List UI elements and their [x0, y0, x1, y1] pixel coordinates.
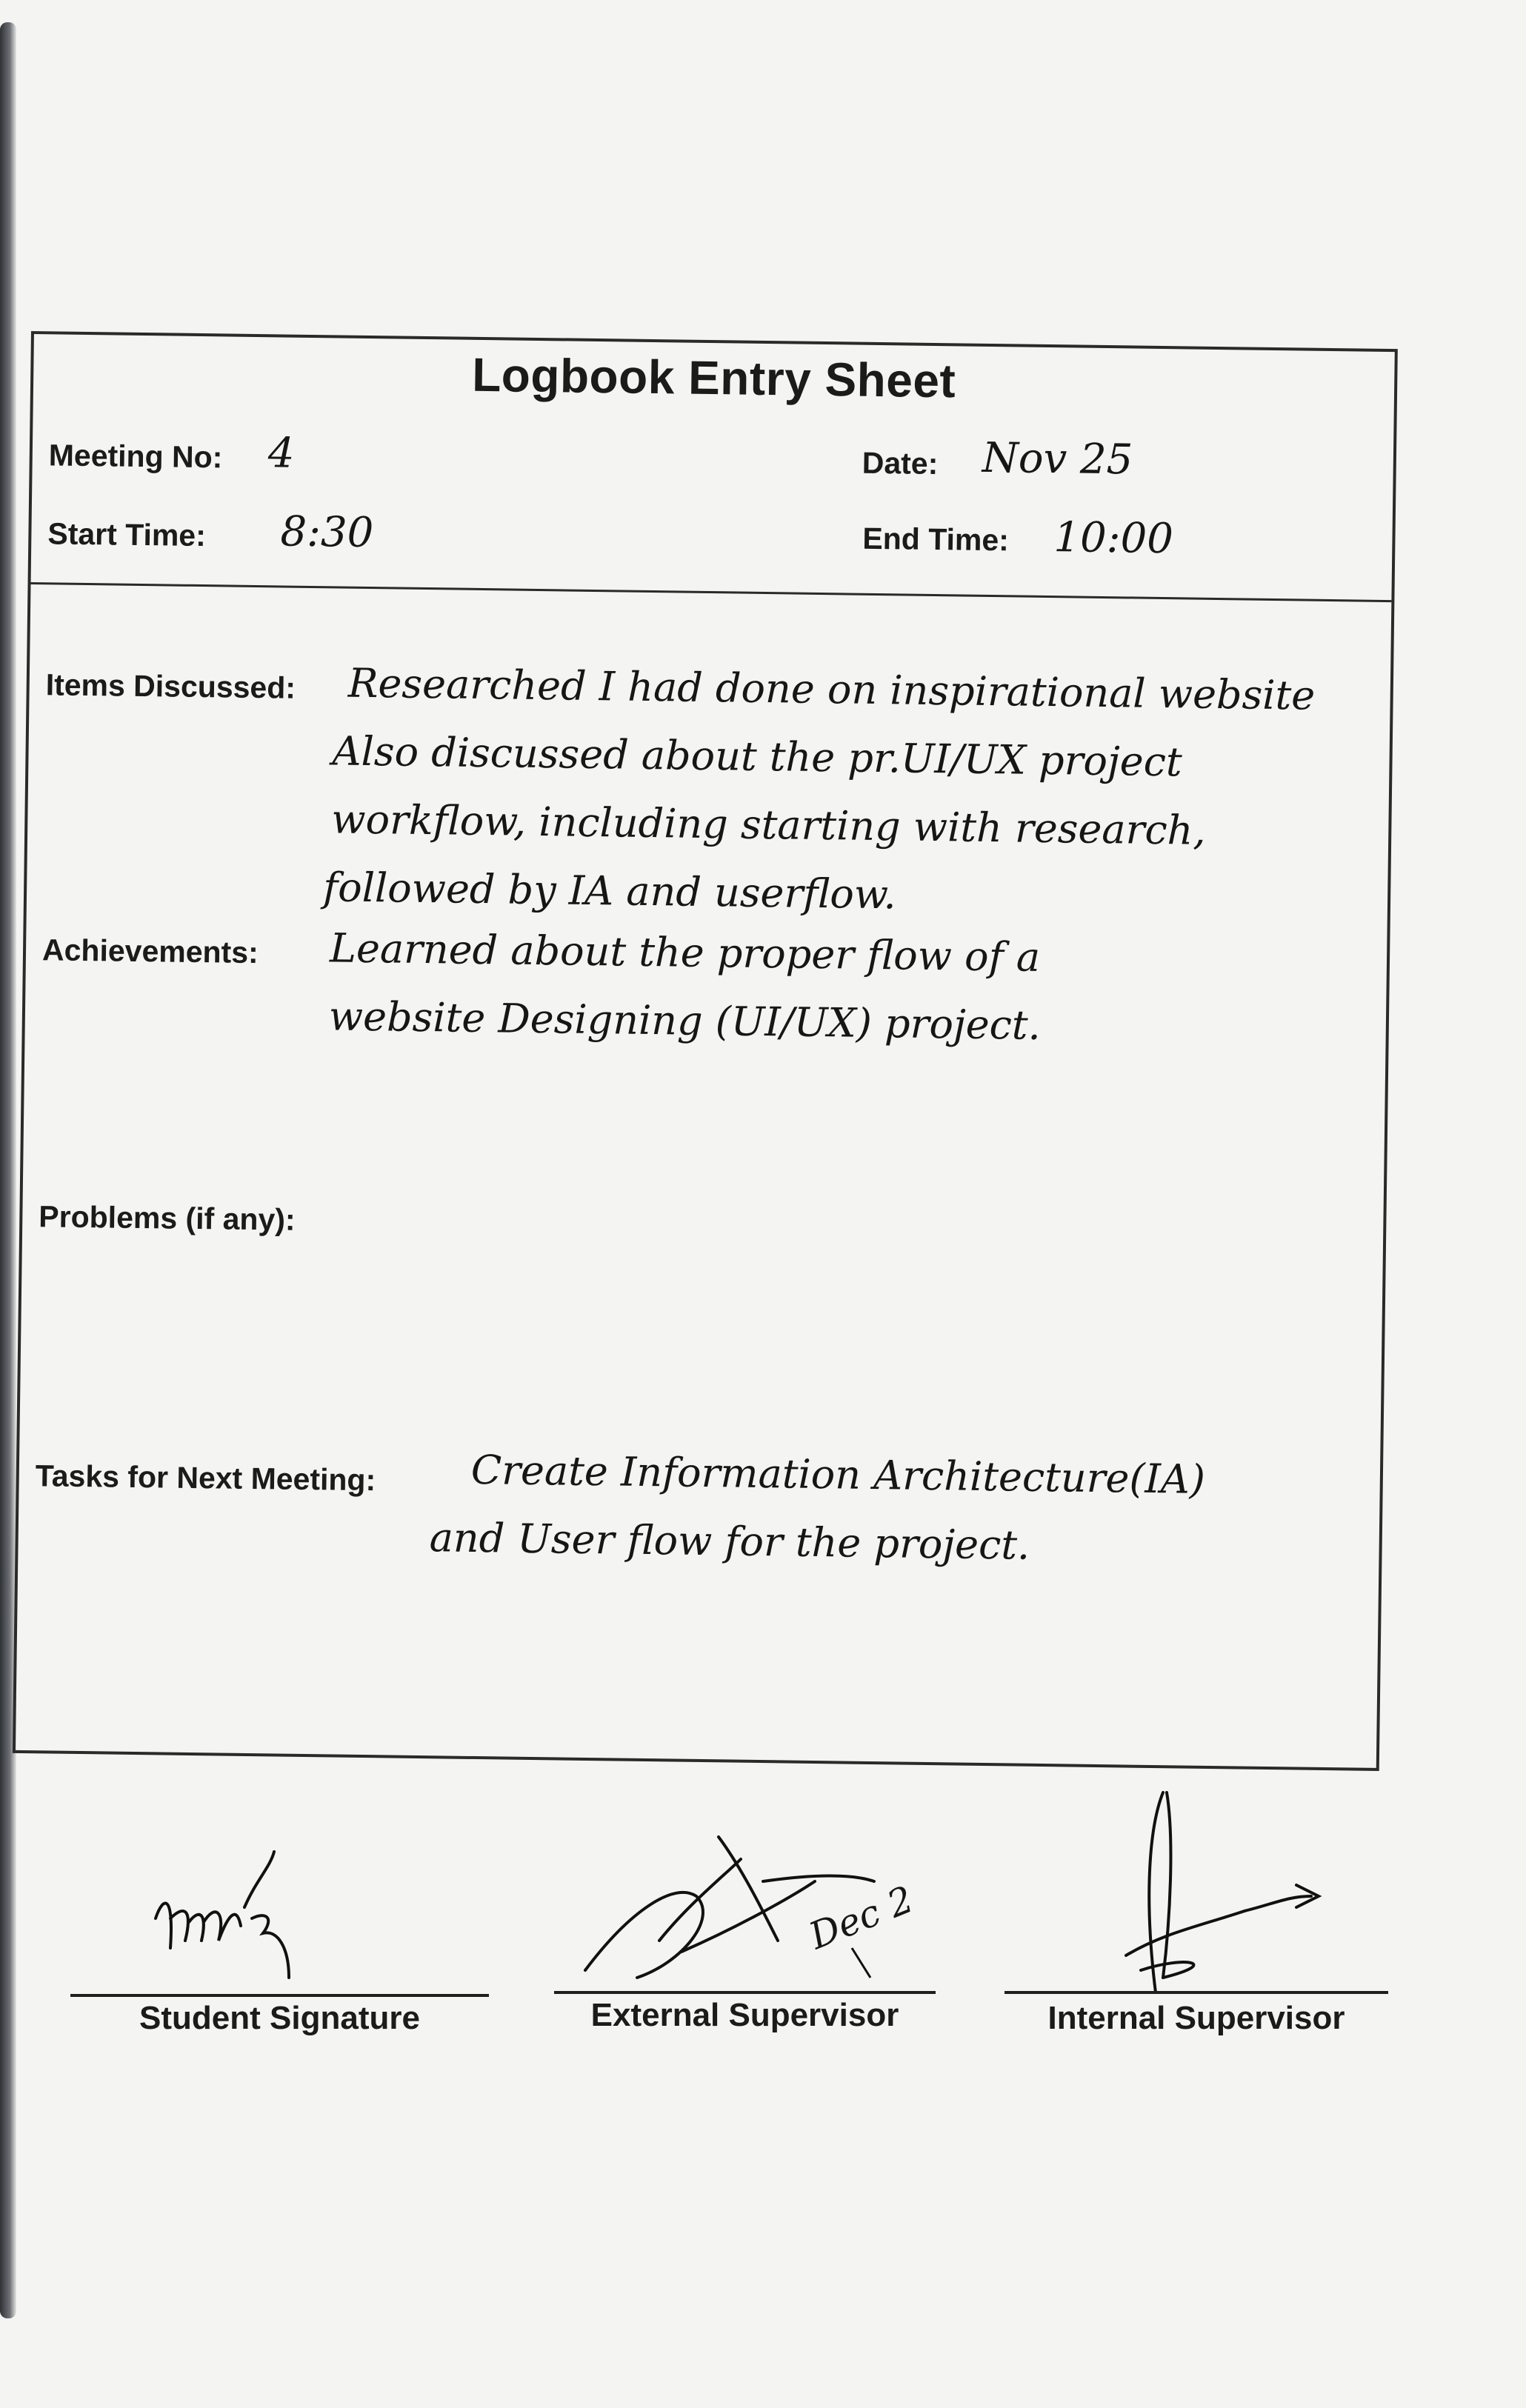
external-supervisor-date-note: Dec 2	[803, 1877, 919, 1958]
internal-supervisor-line	[1004, 1991, 1388, 1994]
external-supervisor-line	[554, 1991, 936, 1994]
achievements-label: Achievements:	[41, 933, 259, 970]
meeting-no-label: Meeting No:	[48, 438, 223, 475]
student-signature-label: Student Signature	[139, 2000, 420, 2036]
achievements-line: website Designing (UI/UX) project.	[328, 993, 1042, 1049]
student-signature-mark	[133, 1837, 341, 1985]
tasks-line: Create Information Architecture(IA)	[470, 1446, 1206, 1503]
items-discussed-line: workflow, including starting with research,	[330, 796, 1207, 854]
items-discussed-line: Researched I had done on inspirational website	[347, 659, 1316, 719]
student-signature-line	[70, 1994, 489, 1997]
achievements-text	[328, 914, 1042, 1060]
internal-supervisor-signature-mark	[1074, 1785, 1341, 2007]
page-binding-edge	[0, 22, 16, 2318]
items-discussed-text	[322, 650, 1316, 935]
header-divider	[31, 582, 1392, 602]
tasks-line: and User flow for the project.	[429, 1514, 1030, 1569]
start-time-value: 8:30	[280, 507, 374, 558]
tasks-next-meeting-text	[429, 1436, 1206, 1582]
start-time-label: Start Time:	[47, 516, 207, 553]
logbook-entry-sheet	[13, 331, 1398, 1771]
external-supervisor-signature-mark	[570, 1792, 985, 2000]
meeting-no-value: 4	[267, 429, 295, 478]
end-time-label: End Time:	[862, 521, 1010, 558]
external-supervisor-label: External Supervisor	[590, 1997, 899, 2033]
date-label: Date:	[862, 445, 939, 481]
problems-label: Problems (if any):	[39, 1199, 296, 1237]
items-discussed-label: Items Discussed:	[45, 667, 296, 705]
achievements-line: Learned about the proper flow of a	[329, 924, 1041, 981]
sheet-title: Logbook Entry Sheet	[471, 347, 956, 408]
items-discussed-line: Also discussed about the pr.UI/UX project	[332, 727, 1183, 786]
internal-supervisor-label: Internal Supervisor	[1047, 2000, 1345, 2036]
items-discussed-line: followed by IA and userflow.	[322, 864, 897, 918]
end-time-value: 10:00	[1053, 513, 1174, 564]
date-value: Nov 25	[982, 433, 1133, 484]
tasks-next-meeting-label: Tasks for Next Meeting:	[35, 1458, 376, 1498]
